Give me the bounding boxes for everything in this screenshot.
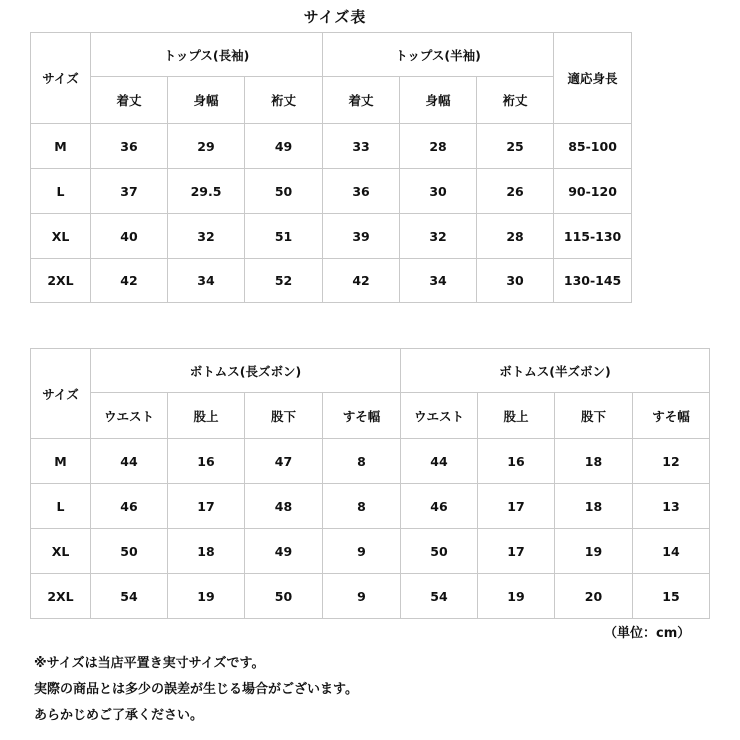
table-row [31, 439, 710, 484]
tops-sub-header: 着丈 [91, 77, 168, 124]
value-cell: 46 [91, 484, 168, 529]
value-cell: 32 [400, 214, 477, 259]
value-cell: 49 [245, 124, 323, 169]
note-line: あらかじめご了承ください。 [34, 708, 204, 723]
size-cell: 2XL [31, 574, 91, 619]
tops-short-sleeve-header: トップス(半袖) [323, 33, 554, 77]
notes [34, 651, 358, 729]
value-cell: 9 [323, 529, 401, 574]
value-cell: 130-145 [554, 259, 632, 303]
value-cell: 28 [400, 124, 477, 169]
bottoms-short-pants-header: ボトムス(半ズボン) [401, 349, 710, 393]
value-cell: 85-100 [554, 124, 632, 169]
bottoms-sub-header: ウエスト [401, 393, 478, 439]
tops-long-sleeve-header: トップス(長袖) [91, 33, 323, 77]
value-cell: 36 [323, 169, 400, 214]
value-cell: 50 [91, 529, 168, 574]
tops-sub-header: 裄丈 [477, 77, 554, 124]
unit-label: （単位：cm） [604, 626, 691, 641]
value-cell: 19 [168, 574, 245, 619]
value-cell: 115-130 [554, 214, 632, 259]
bottoms-size-header: サイズ [31, 349, 91, 439]
value-cell: 54 [401, 574, 478, 619]
value-cell: 17 [168, 484, 245, 529]
table-row [31, 259, 632, 303]
page-title: サイズ表 [303, 8, 367, 26]
value-cell: 50 [401, 529, 478, 574]
size-cell: 2XL [31, 259, 91, 303]
value-cell: 33 [323, 124, 400, 169]
note-line: 実際の商品とは多少の誤差が生じる場合がございます。 [34, 682, 358, 697]
value-cell: 8 [323, 439, 401, 484]
tops-sub-header: 身幅 [168, 77, 245, 124]
value-cell: 17 [478, 484, 555, 529]
value-cell: 18 [168, 529, 245, 574]
value-cell: 14 [633, 529, 710, 574]
tops-sub-header: 身幅 [400, 77, 477, 124]
value-cell: 16 [168, 439, 245, 484]
value-cell: 30 [400, 169, 477, 214]
value-cell: 8 [323, 484, 401, 529]
note-line: ※サイズは当店平置き実寸サイズです。 [34, 656, 265, 671]
value-cell: 42 [323, 259, 400, 303]
value-cell: 28 [477, 214, 554, 259]
value-cell: 19 [478, 574, 555, 619]
value-cell: 9 [323, 574, 401, 619]
value-cell: 29.5 [168, 169, 245, 214]
tops-size-header: サイズ [31, 33, 91, 124]
table-row [31, 124, 632, 169]
tops-sub-header: 着丈 [323, 77, 400, 124]
bottoms-size-table [30, 348, 710, 619]
value-cell: 46 [401, 484, 478, 529]
table-row [31, 484, 710, 529]
tops-size-table [30, 32, 632, 303]
value-cell: 19 [555, 529, 633, 574]
table-row [31, 169, 632, 214]
value-cell: 44 [401, 439, 478, 484]
value-cell: 25 [477, 124, 554, 169]
value-cell: 42 [91, 259, 168, 303]
value-cell: 37 [91, 169, 168, 214]
size-cell: XL [31, 529, 91, 574]
tops-height-header: 適応身長 [554, 33, 632, 124]
bottoms-sub-header: 股上 [478, 393, 555, 439]
value-cell: 18 [555, 439, 633, 484]
table-row [31, 214, 632, 259]
value-cell: 50 [245, 169, 323, 214]
value-cell: 48 [245, 484, 323, 529]
bottoms-sub-header: 股上 [168, 393, 245, 439]
value-cell: 50 [245, 574, 323, 619]
value-cell: 17 [478, 529, 555, 574]
value-cell: 32 [168, 214, 245, 259]
value-cell: 90-120 [554, 169, 632, 214]
bottoms-sub-header: すそ幅 [633, 393, 710, 439]
value-cell: 15 [633, 574, 710, 619]
size-cell: XL [31, 214, 91, 259]
size-cell: L [31, 484, 91, 529]
tops-sub-header: 裄丈 [245, 77, 323, 124]
value-cell: 54 [91, 574, 168, 619]
value-cell: 51 [245, 214, 323, 259]
bottoms-long-pants-header: ボトムス(長ズボン) [91, 349, 401, 393]
value-cell: 40 [91, 214, 168, 259]
size-cell: L [31, 169, 91, 214]
table-row [31, 574, 710, 619]
value-cell: 16 [478, 439, 555, 484]
value-cell: 30 [477, 259, 554, 303]
value-cell: 34 [400, 259, 477, 303]
value-cell: 39 [323, 214, 400, 259]
size-cell: M [31, 124, 91, 169]
value-cell: 26 [477, 169, 554, 214]
bottoms-sub-header: 股下 [245, 393, 323, 439]
bottoms-sub-header: すそ幅 [323, 393, 401, 439]
value-cell: 18 [555, 484, 633, 529]
value-cell: 47 [245, 439, 323, 484]
bottoms-sub-header: ウエスト [91, 393, 168, 439]
bottoms-sub-header: 股下 [555, 393, 633, 439]
table-row [31, 529, 710, 574]
value-cell: 20 [555, 574, 633, 619]
value-cell: 12 [633, 439, 710, 484]
value-cell: 29 [168, 124, 245, 169]
value-cell: 44 [91, 439, 168, 484]
value-cell: 13 [633, 484, 710, 529]
value-cell: 49 [245, 529, 323, 574]
value-cell: 36 [91, 124, 168, 169]
size-cell: M [31, 439, 91, 484]
value-cell: 34 [168, 259, 245, 303]
value-cell: 52 [245, 259, 323, 303]
